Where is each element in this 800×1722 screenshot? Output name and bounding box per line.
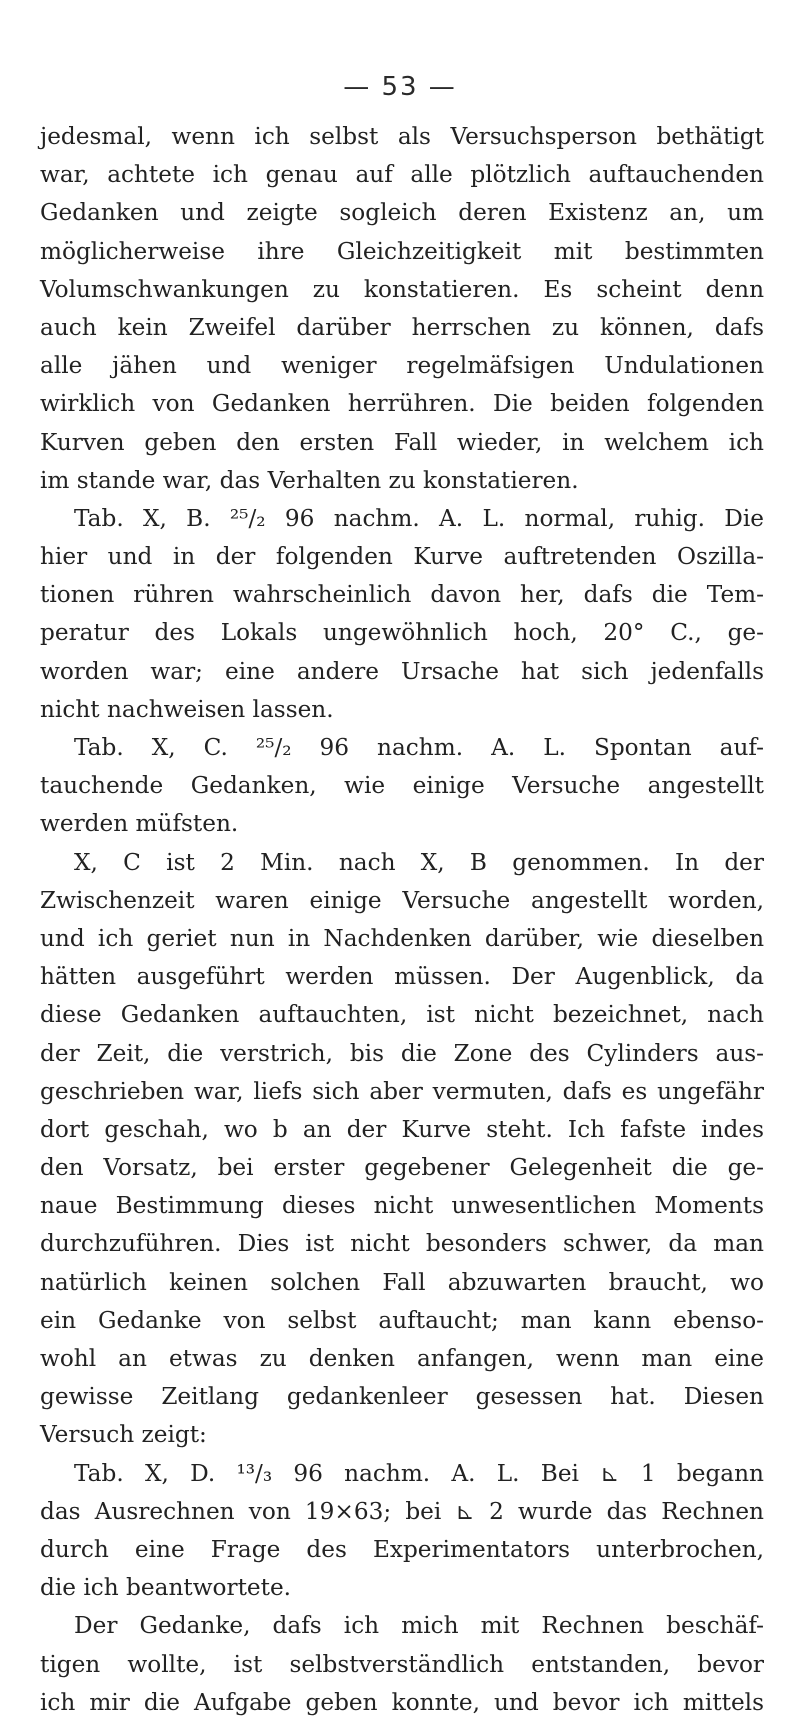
text-line: worden war; eine andere Ursache hat sich jedenfalls (40, 657, 764, 685)
text-line: Volumschwankungen zu konstatieren. Es scheint denn (40, 275, 764, 303)
text-line: jedesmal, wenn ich selbst als Versuchsperson bethätigt (40, 123, 764, 150)
text-line: werden müfsten. (40, 810, 239, 838)
text-line: ein Gedanke von selbst auftaucht; man kann ebenso- (40, 1306, 764, 1334)
text-line: tigen wollte, ist selbstverständlich entstanden, bevor (40, 1650, 764, 1678)
text-line: durch eine Frage des Experimentators unterbrochen, (40, 1535, 764, 1563)
text-line: X, C ist 2 Min. nach X, B genommen. In der (74, 848, 764, 876)
text-line: naue Bestimmung dieses nicht unwesentlichen Moments (40, 1192, 764, 1220)
text-line: Tab. X, D. ¹³/₃ 96 nachm. A. L. Bei ⊾ 1 begann (74, 1459, 764, 1487)
text-line: alle jähen und weniger regelmäfsigen Undulationen (40, 352, 764, 380)
text-line: natürlich keinen solchen Fall abzuwarten braucht, wo (40, 1268, 764, 1296)
text-line: tionen rühren wahrscheinlich davon her, dafs die Tem- (40, 581, 764, 609)
text-line: Tab. X, B. ²⁵/₂ 96 nachm. A. L. normal, ruhig. Die (74, 504, 764, 532)
text-line: Versuch zeigt: (40, 1421, 207, 1449)
page-number: — 53 — (343, 72, 457, 102)
text-line: die ich beantwortete. (40, 1574, 292, 1602)
text-line: geschrieben war, liefs sich aber vermuten, dafs es ungefähr (40, 1077, 764, 1105)
body-text (40, 118, 764, 1722)
text-line: nicht nachweisen lassen. (40, 695, 334, 723)
text-line: durchzuführen. Dies ist nicht besonders schwer, da man (40, 1230, 764, 1258)
text-line: gewisse Zeitlang gedankenleer gesessen hat. Diesen (40, 1383, 764, 1411)
text-line: war, achtete ich genau auf alle plötzlich auftauchenden (40, 161, 764, 189)
text-line: hier und in der folgenden Kurve auftretenden Oszilla- (40, 543, 764, 571)
text-line: tauchende Gedanken, wie einige Versuche angestellt (40, 772, 764, 800)
text-line: möglicherweise ihre Gleichzeitigkeit mit bestimmten (40, 237, 764, 265)
text-line: Gedanken und zeigte sogleich deren Existenz an, um (40, 199, 764, 227)
text-line: im stande war, das Verhalten zu konstatieren. (40, 466, 579, 494)
text-line: Zwischenzeit waren einige Versuche angestellt worden, (40, 886, 764, 914)
text-line: der Zeit, die verstrich, bis die Zone des Cylinders aus- (40, 1039, 764, 1067)
text-line: Kurven geben den ersten Fall wieder, in welchem ich (40, 428, 764, 456)
text-line: auch kein Zweifel darüber herrschen zu können, dafs (40, 313, 764, 341)
text-line: peratur des Lokals ungewöhnlich hoch, 20° C., ge- (40, 619, 764, 647)
text-line: Der Gedanke, dafs ich mich mit Rechnen beschäf- (74, 1612, 764, 1640)
text-line: diese Gedanken auftauchten, ist nicht bezeichnet, nach (40, 1001, 764, 1029)
text-line: wirklich von Gedanken herrühren. Die beiden folgenden (40, 390, 764, 418)
text-line: hätten ausgeführt werden müssen. Der Augenblick, da (40, 963, 764, 991)
text-line: wohl an etwas zu denken anfangen, wenn man eine (40, 1345, 764, 1372)
text-line: ich mir die Aufgabe geben konnte, und bevor ich mittels (40, 1688, 764, 1716)
text-line: dort geschah, wo b an der Kurve steht. Ich fafste indes (40, 1115, 764, 1143)
text-line: Tab. X, C. ²⁵/₂ 96 nachm. A. L. Spontan auf- (74, 734, 764, 761)
text-line: den Vorsatz, bei erster gegebener Gelegenheit die ge- (40, 1154, 764, 1182)
text-line: und ich geriet nun in Nachdenken darüber, wie dieselben (40, 924, 764, 952)
text-line: das Ausrechnen von 19×63; bei ⊾ 2 wurde das Rechnen (40, 1497, 764, 1525)
